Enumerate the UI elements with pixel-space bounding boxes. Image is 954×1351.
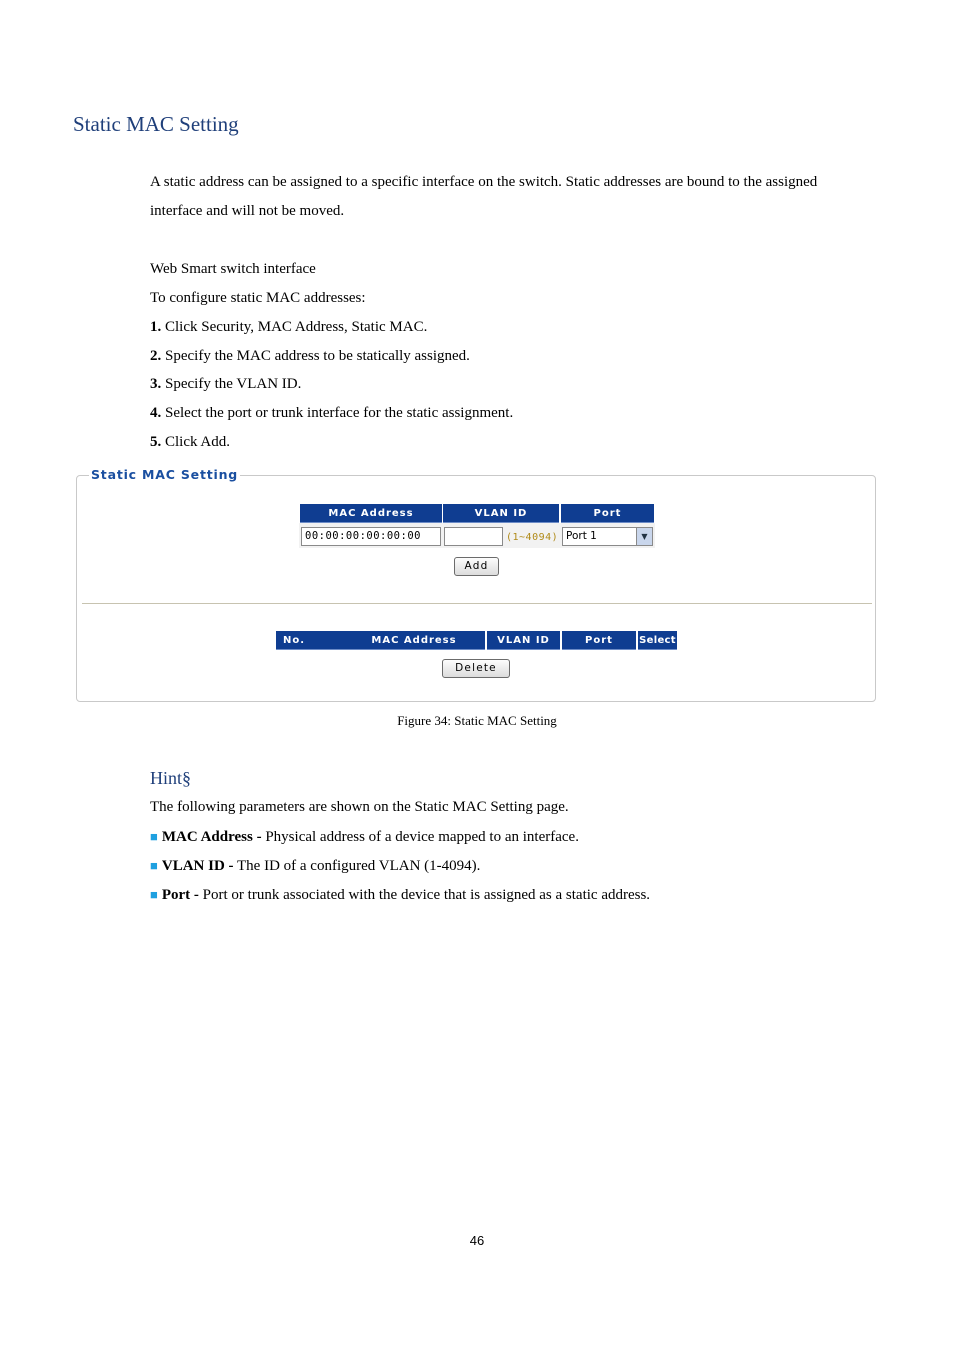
- hint-desc: The ID of a configured VLAN (1-4094).: [233, 858, 481, 874]
- step-text: Specify the MAC address to be statically assigned.: [161, 348, 470, 364]
- step-item: [150, 313, 427, 342]
- form-header-port: Port: [561, 504, 654, 523]
- hint-desc: Port or trunk associated with the device that is assigned as a static address.: [198, 887, 651, 903]
- hint-item: [150, 880, 650, 910]
- port-selected-value: Port 1: [566, 530, 597, 542]
- step-number: 2.: [150, 348, 162, 364]
- step-text: Select the port or trunk interface for the static assignment.: [161, 405, 514, 421]
- chevron-down-icon[interactable]: ▼: [636, 528, 652, 545]
- form-header-mac: MAC Address: [300, 504, 442, 523]
- add-button[interactable]: Add: [454, 557, 499, 576]
- list-header-select: Select: [638, 631, 677, 650]
- page-number: 46: [469, 1233, 485, 1248]
- step-item: [150, 399, 513, 428]
- list-header-vlan: VLAN ID: [487, 631, 560, 650]
- step-text: Click Add.: [161, 434, 231, 450]
- hint-term: MAC Address -: [161, 829, 262, 845]
- page-title: Static MAC Setting: [73, 112, 239, 136]
- step-text: Specify the VLAN ID.: [161, 376, 302, 392]
- delete-button[interactable]: Delete: [442, 659, 510, 678]
- form-header-vlan: VLAN ID: [443, 504, 559, 523]
- hint-item: [150, 851, 480, 881]
- intro-line-1: A static address can be assigned to a specific interface on the switch. Static addresses are bound to the assigned: [150, 174, 818, 190]
- step-number: 4.: [150, 405, 162, 421]
- interface-label: Web Smart switch interface: [150, 261, 316, 277]
- hint-term: VLAN ID -: [161, 858, 234, 874]
- hint-title: Hint§: [150, 768, 192, 788]
- port-select[interactable]: [562, 527, 653, 546]
- mac-address-input[interactable]: 00:00:00:00:00:00: [301, 527, 441, 546]
- step-item: [150, 370, 301, 399]
- configure-label: To configure static MAC addresses:: [150, 290, 366, 306]
- vlan-id-input[interactable]: [444, 527, 503, 546]
- figure-caption: Figure 34: Static MAC Setting: [397, 713, 557, 728]
- intro-line-2: interface and will not be moved.: [150, 203, 345, 219]
- square-bullet-icon: ■: [150, 829, 158, 844]
- hint-intro: The following parameters are shown on the Static MAC Setting page.: [150, 799, 569, 815]
- hint-desc: Physical address of a device mapped to an interface.: [261, 829, 579, 845]
- section-divider: [82, 603, 872, 604]
- step-number: 1.: [150, 319, 162, 335]
- square-bullet-icon: ■: [150, 887, 158, 902]
- step-item: [150, 428, 230, 457]
- fieldset-legend: Static MAC Setting: [91, 467, 239, 482]
- hint-item: [150, 822, 579, 852]
- list-header-port: Port: [562, 631, 636, 650]
- step-number: 5.: [150, 434, 162, 450]
- list-header-mac: MAC Address: [343, 631, 485, 650]
- vlan-range-hint: (1~4094): [506, 532, 559, 543]
- list-header-no: No.: [276, 631, 343, 650]
- step-item: [150, 342, 470, 371]
- hint-term: Port -: [161, 887, 199, 903]
- step-number: 3.: [150, 376, 162, 392]
- square-bullet-icon: ■: [150, 858, 158, 873]
- step-text: Click Security, MAC Address, Static MAC.: [161, 319, 428, 335]
